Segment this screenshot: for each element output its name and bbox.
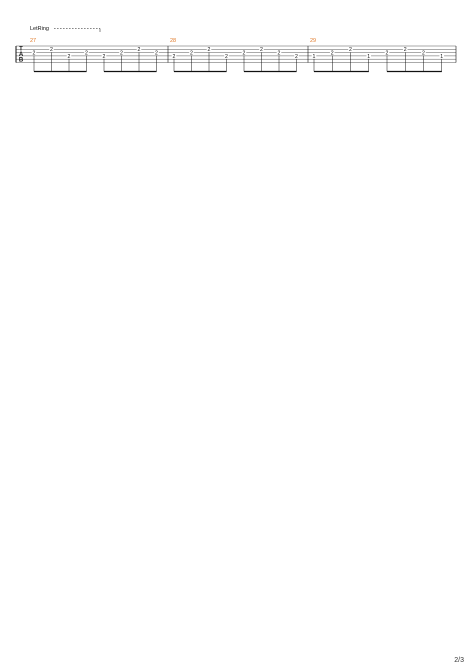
fret-number: 2 bbox=[50, 47, 53, 54]
measure-number: 28 bbox=[170, 38, 177, 44]
tab-system bbox=[16, 26, 456, 72]
fret-number: 1 bbox=[440, 53, 444, 60]
fret-number: 2 bbox=[422, 50, 425, 57]
fret-number: 2 bbox=[260, 47, 263, 54]
fret-number: 1 bbox=[367, 53, 371, 60]
fret-number: 2 bbox=[349, 47, 352, 54]
fret-number: 2 bbox=[120, 50, 123, 57]
measure-number: 29 bbox=[310, 38, 317, 44]
fret-number: 2 bbox=[85, 50, 88, 57]
fret-number: 2 bbox=[207, 47, 211, 54]
fret-number: 2 bbox=[277, 50, 281, 57]
tab-clef-letter: T bbox=[19, 46, 23, 53]
fret-number: 2 bbox=[137, 47, 141, 54]
tab-clef-letter: A bbox=[18, 52, 24, 59]
fret-number: 2 bbox=[190, 50, 193, 57]
fret-number: 2 bbox=[385, 50, 389, 57]
fret-number: 2 bbox=[225, 53, 228, 60]
fret-number: 2 bbox=[102, 53, 106, 60]
measure-number: 27 bbox=[30, 38, 37, 44]
fret-number: 2 bbox=[403, 47, 407, 54]
fret-number: 2 bbox=[242, 50, 246, 57]
fret-number: 2 bbox=[172, 53, 176, 60]
page-number: 2/3 bbox=[454, 657, 464, 664]
letring-label: LetRing bbox=[30, 26, 49, 32]
fret-number: 2 bbox=[155, 50, 158, 57]
fret-number: 2 bbox=[67, 53, 71, 60]
fret-number: 2 bbox=[32, 50, 36, 57]
fret-number: 2 bbox=[295, 53, 298, 60]
fret-number: 1 bbox=[312, 53, 316, 60]
fret-number: 2 bbox=[330, 50, 334, 57]
tab-clef-letter: B bbox=[18, 57, 24, 64]
